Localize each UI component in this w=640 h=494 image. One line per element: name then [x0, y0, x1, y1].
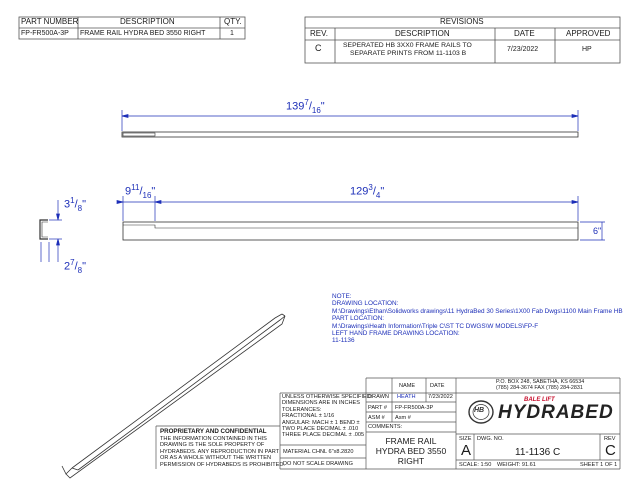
- dwg-label: DWG. NO.: [477, 436, 504, 442]
- offset-whole: 9: [125, 185, 132, 198]
- title-line: RIGHT: [397, 456, 425, 466]
- dimension-depth: 6": [593, 226, 602, 236]
- overall-inch: ": [320, 100, 325, 113]
- main-whole: 129: [350, 185, 369, 198]
- proprietary-line: OR AS A WHOLE WITHOUT THE WRITTEN: [160, 455, 272, 462]
- asm-value: Asm #: [395, 415, 411, 421]
- rail-top-view: [122, 132, 578, 137]
- channel-dimension-lines: [41, 200, 62, 262]
- parts-description: FRAME RAIL HYDRA BED 3550 RIGHT: [80, 30, 206, 37]
- rev-value-rev: C: [315, 43, 322, 53]
- tolerance-line: UNLESS OTHERWISE SPECIFIED:: [282, 394, 373, 400]
- rev-header-rev: REV.: [310, 29, 328, 38]
- main-den: 4: [375, 190, 381, 200]
- parts-header-description: DESCRIPTION: [120, 17, 175, 26]
- parts-part-number: FP-FR500A-3P: [21, 30, 69, 37]
- offset-num: 11: [131, 183, 140, 192]
- size-value: A: [461, 442, 472, 459]
- address-line1: P.O. BOX 248, SABETHA, KS 66534: [496, 379, 585, 385]
- scale-value: SCALE: 1:50: [459, 462, 492, 468]
- proprietary-line: THE INFORMATION CONTAINED IN THIS: [160, 436, 267, 442]
- overall-num: 7: [304, 98, 309, 107]
- part-label: PART #: [368, 405, 387, 411]
- parts-header-qty: QTY.: [224, 17, 242, 26]
- dimension-flange: $2^7/_8$": [64, 258, 86, 275]
- note-line: NOTE:: [332, 293, 352, 300]
- part-value: FP-FR500A-3P: [395, 405, 434, 411]
- sheet-value: SHEET 1 OF 1: [580, 462, 618, 468]
- height-whole: 3: [64, 198, 71, 211]
- tolerance-line: TWO PLACE DECIMAL ± .010: [282, 426, 359, 433]
- company-logo-wordmark: HYDRABED: [498, 402, 614, 423]
- tolerance-line: TOLERANCES:: [282, 406, 322, 413]
- dwg-number: 11-1136 C: [515, 447, 561, 458]
- rev-value-description-line1: SEPERATED HB 3XX0 FRAME RAILS TO: [343, 42, 472, 49]
- tolerance-line: ANGULAR: MACH ± 1 BEND ±: [282, 419, 360, 426]
- main-inch: ": [380, 185, 385, 198]
- parts-qty: 1: [230, 30, 234, 37]
- height-inch: ": [82, 198, 86, 211]
- name-header: NAME: [399, 383, 416, 389]
- rev-header-description: DESCRIPTION: [395, 29, 450, 38]
- no-scale-note: DO NOT SCALE DRAWING: [283, 461, 353, 467]
- height-num: 1: [70, 196, 75, 205]
- logo-mark-text: HB: [474, 407, 485, 414]
- rev-value: C: [605, 442, 616, 459]
- height-den: 8: [77, 203, 83, 213]
- channel-end-view: [40, 220, 48, 239]
- note-line: 11-1136: [332, 337, 355, 345]
- proprietary-title: PROPRIETARY AND CONFIDENTIAL: [160, 428, 267, 435]
- tolerance-line: DIMENSIONS ARE IN INCHES: [282, 400, 361, 407]
- rev-label: REV: [604, 436, 616, 442]
- rev-value-date: 7/23/2022: [507, 46, 539, 53]
- proprietary-line: PERMISSION OF HYDRABEDS IS PROHIBITED.: [160, 461, 285, 468]
- tolerances-block: [282, 394, 372, 439]
- flange-den: 8: [77, 265, 83, 275]
- address-line2: (785) 284-3674 FAX (785) 284-2831: [496, 385, 583, 391]
- title-line: FRAME RAIL: [385, 436, 437, 446]
- tolerance-line: THREE PLACE DECIMAL ± .005: [282, 432, 365, 439]
- proprietary-line: DRAWING IS THE SOLE PROPERTY OF: [160, 442, 265, 449]
- dimension-offset: $9^{11}/_{16}$": [125, 183, 156, 200]
- overall-whole: 139: [286, 100, 305, 113]
- comments-label: COMMENTS:: [368, 424, 403, 430]
- drawing-title: [366, 436, 456, 466]
- note-line: M:\Drawings\Heath Information\Triple C\ST TC DWGS\W MODELS\FP-F: [332, 322, 539, 330]
- parts-header-part-number: PART NUMBER: [21, 17, 79, 26]
- offset-inch: ": [151, 185, 156, 198]
- flange-num: 7: [70, 258, 75, 267]
- drawn-label: DRAWN: [368, 394, 389, 400]
- drawn-name: HEATH: [397, 394, 416, 400]
- title-line: HYDRA BED 3550: [375, 446, 447, 456]
- tolerance-line: FRACTIONAL ± 1/16: [282, 413, 335, 420]
- logo-small-text: BALE LIFT: [524, 397, 555, 403]
- offset-den: 16: [142, 190, 152, 200]
- material-spec: MATERIAL CHNL 6"x8.2820: [283, 449, 354, 455]
- dimension-main-length: $129^3/_4$": [350, 183, 385, 200]
- dimension-overall-length: $139^7/_{16}$": [286, 98, 325, 115]
- proprietary-line: HYDRABEDS. ANY REPRODUCTION IN PART: [160, 448, 280, 455]
- rev-value-approved: HP: [582, 46, 592, 53]
- rev-header-approved: APPROVED: [566, 29, 611, 38]
- note-line: DRAWING LOCATION:: [332, 300, 399, 308]
- date-header: DATE: [430, 383, 445, 389]
- drawn-date: 7/23/2022: [428, 394, 453, 400]
- proprietary-text: [160, 436, 285, 468]
- flange-whole: 2: [64, 260, 71, 273]
- weight-value: WEIGHT: 91.61: [497, 462, 536, 468]
- rail-side-view: [123, 222, 578, 240]
- note-line: LEFT HAND FRAME DRAWING LOCATION:: [332, 330, 460, 338]
- overall-den: 16: [311, 105, 321, 115]
- drawing-notes: [332, 293, 623, 345]
- note-line: PART LOCATION:: [332, 315, 385, 323]
- note-line: M:\Drawings\Ethan\Solidworks drawings\11 HydraBed 30 Series\1X00 Fab Dwgs\1100 Main Frame HB: [332, 307, 623, 315]
- revisions-title: REVISIONS: [440, 17, 484, 26]
- flange-inch: ": [82, 260, 86, 273]
- overall-dimension-lines: [122, 110, 578, 131]
- rev-value-description-line2: SEPARATE PRINTS FROM 11-1103 B: [350, 50, 467, 57]
- dimension-height: $3^1/_8$": [64, 196, 86, 213]
- rev-header-date: DATE: [514, 29, 535, 38]
- asm-label: ASM #: [368, 415, 385, 421]
- size-label: SIZE: [459, 436, 472, 442]
- main-num: 3: [368, 183, 373, 192]
